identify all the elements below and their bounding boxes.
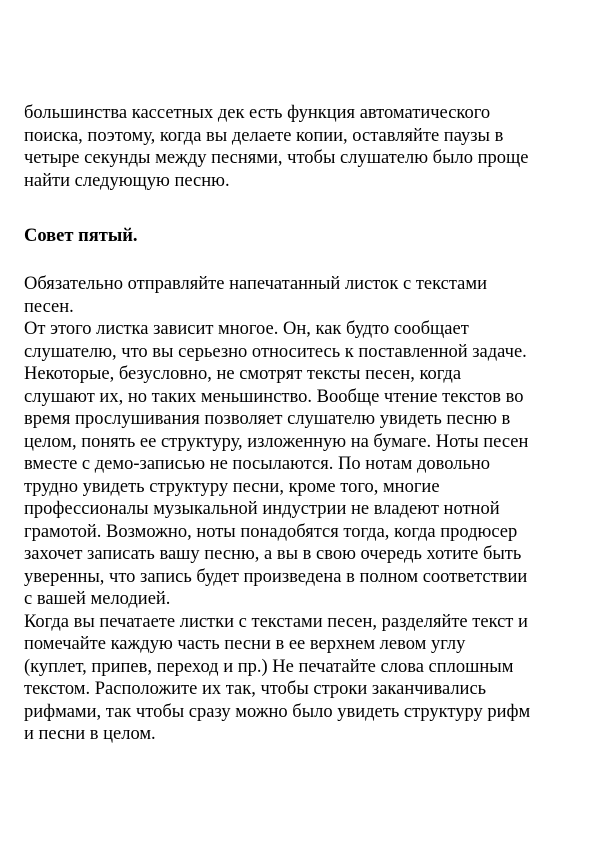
intro-paragraph xyxy=(24,102,584,192)
text-line: песен. xyxy=(24,296,74,317)
text-line: рифмами, так чтобы сразу можно было увидеть структуру рифм xyxy=(24,701,531,722)
text-line: грамотой. Возможно, ноты понадобятся тогда, когда продюсер xyxy=(24,521,518,542)
text-line: слушают их, но таких меньшинство. Вообще чтение текстов во xyxy=(24,386,524,407)
text-line: четыре секунды между песнями, чтобы слушателю было проще xyxy=(24,148,529,168)
section-heading: Совет пятый. xyxy=(24,226,138,246)
text-line: время прослушивания позволяет слушателю увидеть песню в xyxy=(24,409,511,429)
text-line: текстом. Расположите их так, чтобы строки заканчивались xyxy=(24,679,487,699)
text-line: Некоторые, безусловно, не смотрят тексты песен, когда xyxy=(24,364,462,384)
text-line: помечайте каждую часть песни в ее верхнем левом углу xyxy=(24,634,466,654)
text-line: (куплет, припев, переход и пр.) Не печатайте слова сплошным xyxy=(24,656,514,677)
text-line: От этого листка зависит многое. Он, как будто сообщает xyxy=(24,319,469,339)
text-line: захочет записать вашу песню, а вы в свою очередь хотите быть xyxy=(24,544,522,564)
text-line: найти следующую песню. xyxy=(24,170,230,191)
text-line: поиска, поэтому, когда вы делаете копии, оставляйте паузы в xyxy=(24,125,504,146)
text-line: Когда вы печатаете листки с текстами песен, разделяйте текст и xyxy=(24,611,528,632)
text-line: уверенны, что запись будет произведена в полном соответствии xyxy=(24,566,528,587)
text-line: с вашей мелодией. xyxy=(24,589,171,609)
text-line: и песни в целом. xyxy=(24,724,156,744)
text-line: профессионалы музыкальной индустрии не владеют нотной xyxy=(24,499,500,519)
text-line: трудно увидеть структуру песни, кроме того, многие xyxy=(24,476,440,497)
text-line: вместе с демо-записью не посылаются. По нотам довольно xyxy=(24,454,491,474)
text-line: слушателю, что вы серьезно относитесь к поставленной задаче. xyxy=(24,341,527,362)
text-line: большинства кассетных дек есть функция автоматического xyxy=(24,103,491,123)
text-line: Обязательно отправляйте напечатанный листок с текстами xyxy=(24,274,487,294)
main-paragraph xyxy=(24,273,584,746)
text-line: целом, понять ее структуру, изложенную на бумаге. Ноты песен xyxy=(24,431,529,452)
